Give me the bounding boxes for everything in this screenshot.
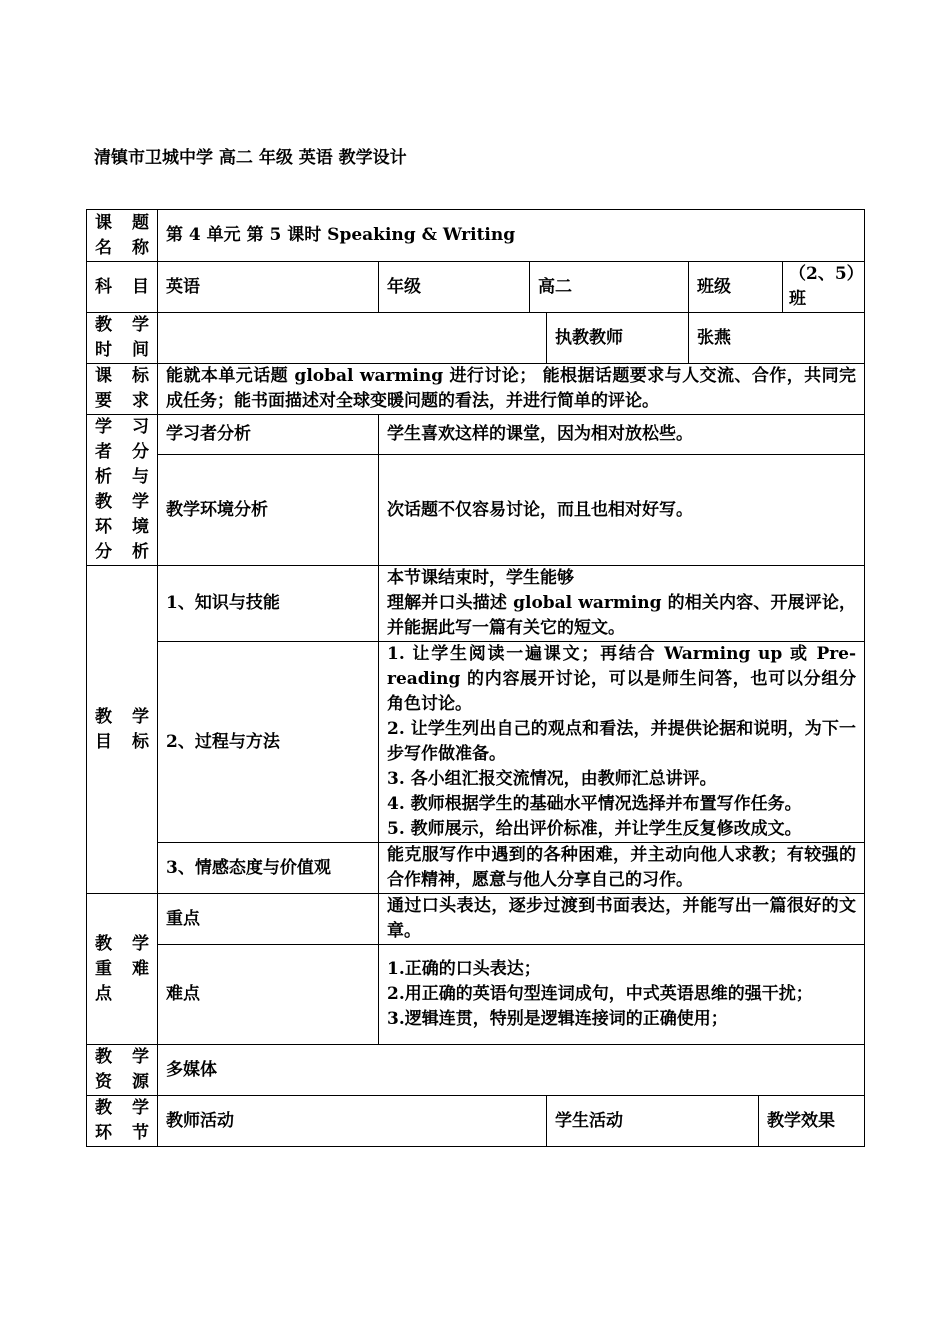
environment-analysis-text: 次话题不仅容易讨论，而且也相对好写。 (379, 455, 865, 566)
key-point-label: 重点 (158, 894, 379, 945)
difficult-point-line: 1.正确的口头表达； (387, 959, 541, 979)
difficult-point-row (87, 945, 865, 1045)
key-point-row (87, 894, 865, 945)
steps-label-cell (87, 1096, 158, 1147)
class-value-line1: （2、5） (789, 264, 864, 284)
requirements-row (87, 364, 865, 415)
attitude-label: 3、情感态度与价值观 (158, 843, 379, 894)
knowledge-row (87, 566, 865, 642)
difficult-point-line: 3.逻辑连贯，特别是逻辑连接词的正确使用； (387, 1009, 728, 1029)
key-points-label-cell (87, 894, 158, 1045)
student-activity-header: 学生活动 (547, 1096, 759, 1147)
attitude-row (87, 843, 865, 894)
process-text-cell (379, 642, 865, 843)
difficult-point-text-cell (379, 945, 865, 1045)
time-label-line1: 教 学 (95, 315, 149, 335)
analysis-label-line: 教 学 (95, 492, 149, 512)
process-line: 1. 让学生阅读一遍课文；再结合 Warming up 或 Pre-reading 的内容展开讨论，可以是师生问答，也可以分组分角色讨论。 (387, 644, 857, 714)
knowledge-line: 理解并口头描述 global warming 的相关内容、开展评论，并能据此写一篇有关它的短文。 (387, 593, 857, 638)
process-row (87, 642, 865, 843)
topic-label-cell (87, 210, 158, 262)
analysis-label-line: 析 与 (95, 467, 149, 487)
resources-row (87, 1045, 865, 1096)
requirements-text: 能就本单元话题 global warming 进行讨论； 能根据话题要求与人交流、合作，共同完成任务；能书面描述对全球变暖问题的看法，并进行简单的评论。 (158, 364, 865, 415)
resources-label-cell (87, 1045, 158, 1096)
requirements-label-line2: 要求 (95, 391, 149, 411)
key-points-label-line: 重 难 (95, 958, 149, 979)
subject-label: 科目 (87, 262, 158, 313)
key-points-label-line: 教 学 (95, 933, 149, 954)
steps-label-line1: 教 学 (95, 1098, 149, 1118)
environment-analysis-row (87, 455, 865, 566)
grade-value: 高二 (530, 262, 689, 313)
requirements-label-line1: 课 标 (95, 366, 149, 386)
teacher-value: 张燕 (689, 313, 865, 364)
key-points-label-line: 点 (95, 983, 112, 1004)
document-title: 清镇市卫城中学 高二 年级 英语 教学设计 (94, 148, 407, 168)
process-line: 2. 让学生列出自己的观点和看法，并提供论据和说明，为下一步写作做准备。 (387, 719, 857, 764)
time-row (87, 313, 865, 364)
time-label-cell (87, 313, 158, 364)
learner-analysis-label: 学习者分析 (158, 415, 379, 455)
topic-label-line1: 课 题 (95, 212, 149, 233)
process-line: 5. 教师展示，给出评价标准，并让学生反复修改成文。 (387, 819, 802, 839)
difficult-point-label: 难点 (158, 945, 379, 1045)
steps-label-line2: 环节 (95, 1123, 149, 1143)
requirements-label-cell (87, 364, 158, 415)
resources-label-line1: 教 学 (95, 1047, 149, 1067)
process-line: 3. 各小组汇报交流情况，由教师汇总讲评。 (387, 769, 717, 789)
key-point-text: 通过口头表达，逐步过渡到书面表达，并能写出一篇很好的文章。 (379, 894, 865, 945)
analysis-label-line: 环 境 (95, 517, 149, 537)
effect-header: 教学效果 (759, 1096, 865, 1147)
knowledge-text-cell (379, 566, 865, 642)
analysis-label-line: 学 习 (95, 417, 149, 437)
teacher-activity-header: 教师活动 (158, 1096, 547, 1147)
subject-value: 英语 (158, 262, 379, 313)
steps-row (87, 1096, 865, 1147)
learner-analysis-row (87, 415, 865, 455)
analysis-label-line: 者 分 (95, 442, 149, 462)
resources-label-line2: 资源 (95, 1072, 149, 1092)
attitude-text: 能克服写作中遇到的各种困难，并主动向他人求教；有较强的合作精神，愿意与他人分享自己的习作。 (379, 843, 865, 894)
objectives-label-line1: 教 学 (95, 706, 149, 727)
class-label: 班级 (689, 262, 783, 313)
topic-label-line2: 名称 (95, 237, 149, 258)
resources-value: 多媒体 (158, 1045, 865, 1096)
knowledge-line: 本节课结束时，学生能够 (387, 568, 574, 588)
time-value (158, 313, 547, 364)
objectives-label-line2: 目标 (95, 731, 149, 752)
time-label-line2: 时间 (95, 340, 149, 360)
process-label: 2、过程与方法 (158, 642, 379, 843)
lesson-plan-table (86, 209, 865, 1147)
difficult-point-line: 2.用正确的英语句型连词成句，中式英语思维的强干扰； (387, 984, 813, 1004)
knowledge-label: 1、知识与技能 (158, 566, 379, 642)
topic-value: 第 4 单元 第 5 课时 Speaking & Writing (158, 210, 865, 262)
objectives-label-cell (87, 566, 158, 894)
process-line: 4. 教师根据学生的基础水平情况选择并布置写作任务。 (387, 794, 802, 814)
analysis-label-cell (87, 415, 158, 566)
class-value-cell (783, 262, 865, 313)
grade-label: 年级 (379, 262, 530, 313)
analysis-label-line: 分析 (95, 542, 149, 562)
subject-row (87, 262, 865, 313)
teacher-label: 执教教师 (547, 313, 689, 364)
learner-analysis-text: 学生喜欢这样的课堂，因为相对放松些。 (379, 415, 865, 455)
topic-row (87, 210, 865, 262)
class-value-line2: 班 (789, 289, 806, 309)
environment-analysis-label: 教学环境分析 (158, 455, 379, 566)
